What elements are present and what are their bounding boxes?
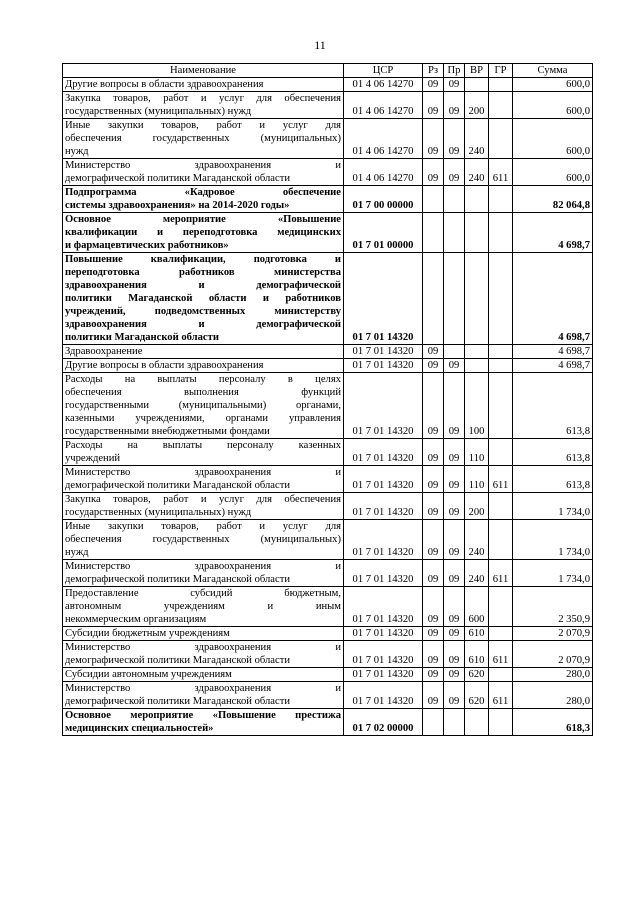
cell-vr: 240 [465, 159, 489, 186]
cell-name-line: политики Магаданской области [65, 332, 219, 343]
table-row [63, 78, 593, 92]
cell-vr: 610 [465, 641, 489, 668]
cell-name [63, 627, 344, 641]
cell-name-line: системы здравоохранения» на 2014-2020 годы» [65, 200, 290, 211]
cell-name-line: Основное мероприятие «Повышение престижа [65, 710, 341, 721]
cell-csr: 01 7 01 00000 [344, 213, 423, 253]
cell-csr: 01 7 01 14320 [344, 520, 423, 560]
table-row [63, 439, 593, 466]
cell-sum: 1 734,0 [513, 560, 593, 587]
cell-csr: 01 7 01 14320 [344, 560, 423, 587]
cell-name-line: Иные закупки товаров, работ и услуг для [65, 120, 341, 131]
cell-rz: 09 [423, 78, 444, 92]
cell-name-line: Министерство здравоохранения и [65, 642, 341, 653]
table-row [63, 359, 593, 373]
cell-vr: 110 [465, 466, 489, 493]
cell-name-line: Министерство здравоохранения и [65, 683, 341, 694]
table-header-row [63, 64, 593, 78]
cell-name-line: Иные закупки товаров, работ и услуг для [65, 521, 341, 532]
table-row [63, 213, 593, 253]
cell-vr [465, 78, 489, 92]
cell-name [63, 186, 344, 213]
table-row [63, 345, 593, 359]
cell-gr [489, 92, 513, 119]
table-row [63, 119, 593, 159]
cell-name [63, 78, 344, 92]
cell-sum: 4 698,7 [513, 359, 593, 373]
cell-pr: 09 [444, 119, 465, 159]
table-row [63, 253, 593, 345]
table-row [63, 493, 593, 520]
cell-csr: 01 4 06 14270 [344, 119, 423, 159]
cell-gr [489, 119, 513, 159]
cell-name-line: демографической политики Магаданской области [65, 173, 291, 184]
cell-name [63, 493, 344, 520]
cell-name-line: государственными (муниципальными) органами, [65, 400, 341, 411]
cell-sum: 1 734,0 [513, 520, 593, 560]
cell-pr [444, 186, 465, 213]
cell-csr: 01 4 06 14270 [344, 159, 423, 186]
table-row [63, 186, 593, 213]
cell-rz: 09 [423, 668, 444, 682]
cell-vr [465, 709, 489, 736]
cell-name-line: Здравоохранение [65, 346, 143, 357]
cell-name-line: нужд [65, 547, 89, 558]
cell-name-line: Предоставление субсидий бюджетным, [65, 588, 341, 599]
cell-name-line: здравоохранения и демографической [65, 319, 341, 330]
cell-name [63, 709, 344, 736]
cell-csr: 01 7 01 14320 [344, 627, 423, 641]
cell-rz: 09 [423, 641, 444, 668]
cell-gr: 611 [489, 560, 513, 587]
cell-name [63, 520, 344, 560]
cell-name [63, 641, 344, 668]
cell-name [63, 253, 344, 345]
cell-sum: 280,0 [513, 682, 593, 709]
cell-name-line: Субсидии бюджетным учреждениям [65, 628, 230, 639]
cell-rz: 09 [423, 92, 444, 119]
cell-name-line: политики Магаданской области и работников [65, 293, 341, 304]
cell-vr: 200 [465, 92, 489, 119]
cell-rz: 09 [423, 439, 444, 466]
cell-sum: 4 698,7 [513, 213, 593, 253]
cell-pr [444, 345, 465, 359]
cell-name [63, 439, 344, 466]
cell-gr: 611 [489, 641, 513, 668]
cell-rz: 09 [423, 587, 444, 627]
cell-vr: 610 [465, 627, 489, 641]
cell-name-line: Другие вопросы в области здравоохранения [65, 79, 264, 90]
cell-vr: 200 [465, 493, 489, 520]
cell-rz: 09 [423, 560, 444, 587]
cell-gr [489, 587, 513, 627]
cell-name-line: Закупка товаров, работ и услуг для обеспечения [65, 93, 341, 104]
cell-pr: 09 [444, 92, 465, 119]
cell-gr [489, 627, 513, 641]
header-rz: Рз [423, 64, 444, 78]
cell-gr [489, 668, 513, 682]
cell-vr: 620 [465, 682, 489, 709]
cell-csr: 01 4 06 14270 [344, 78, 423, 92]
cell-name-line: казенными учреждениями, органами управления [65, 413, 341, 424]
cell-name [63, 587, 344, 627]
header-pr: Пр [444, 64, 465, 78]
cell-name-line: автономным учреждениям и иным [65, 601, 341, 612]
cell-csr: 01 4 06 14270 [344, 92, 423, 119]
cell-vr [465, 253, 489, 345]
cell-csr: 01 7 01 14320 [344, 587, 423, 627]
header-gr: ГР [489, 64, 513, 78]
cell-name-line: Министерство здравоохранения и [65, 561, 341, 572]
cell-name-line: Расходы на выплаты персоналу казенных [65, 440, 341, 451]
cell-name [63, 345, 344, 359]
cell-rz: 09 [423, 493, 444, 520]
cell-name-line: обеспечения государственных (муниципальных) [65, 133, 341, 144]
table-row [63, 560, 593, 587]
cell-name [63, 682, 344, 709]
cell-name-line: Закупка товаров, работ и услуг для обеспечения [65, 494, 341, 505]
cell-rz: 09 [423, 627, 444, 641]
cell-gr [489, 253, 513, 345]
cell-csr: 01 7 01 14320 [344, 359, 423, 373]
cell-sum: 2 070,9 [513, 627, 593, 641]
cell-pr [444, 709, 465, 736]
cell-vr: 600 [465, 587, 489, 627]
cell-gr [489, 78, 513, 92]
cell-name [63, 466, 344, 493]
table-row [63, 587, 593, 627]
cell-pr: 09 [444, 668, 465, 682]
cell-name-line: демографической политики Магаданской области [65, 696, 291, 707]
table-row [63, 641, 593, 668]
cell-gr [489, 345, 513, 359]
cell-sum: 2 070,9 [513, 641, 593, 668]
cell-name-line: государственных (муниципальных) нужд [65, 507, 252, 518]
cell-pr: 09 [444, 627, 465, 641]
cell-rz [423, 709, 444, 736]
cell-sum: 613,8 [513, 439, 593, 466]
cell-name-line: Министерство здравоохранения и [65, 160, 341, 171]
cell-rz: 09 [423, 373, 444, 439]
cell-csr: 01 7 02 00000 [344, 709, 423, 736]
cell-csr: 01 7 01 14320 [344, 439, 423, 466]
cell-sum: 4 698,7 [513, 345, 593, 359]
cell-sum: 82 064,8 [513, 186, 593, 213]
cell-csr: 01 7 01 14320 [344, 641, 423, 668]
cell-rz: 09 [423, 520, 444, 560]
table-row [63, 520, 593, 560]
cell-pr: 09 [444, 373, 465, 439]
cell-gr [489, 359, 513, 373]
cell-vr: 110 [465, 439, 489, 466]
cell-rz [423, 186, 444, 213]
header-vr: ВР [465, 64, 489, 78]
cell-vr: 240 [465, 560, 489, 587]
cell-name-line: государственных (муниципальных) нужд [65, 106, 252, 117]
cell-pr: 09 [444, 359, 465, 373]
cell-csr: 01 7 01 14320 [344, 373, 423, 439]
cell-vr: 240 [465, 520, 489, 560]
cell-name-line: Основное мероприятие «Повышение [65, 214, 341, 225]
cell-sum: 600,0 [513, 92, 593, 119]
cell-gr: 611 [489, 466, 513, 493]
cell-gr [489, 520, 513, 560]
table-row [63, 709, 593, 736]
budget-table [62, 63, 593, 736]
table-row [63, 668, 593, 682]
header-sum: Сумма [513, 64, 593, 78]
cell-rz [423, 213, 444, 253]
cell-gr [489, 439, 513, 466]
cell-pr: 09 [444, 159, 465, 186]
cell-name-line: некоммерческим организациям [65, 614, 207, 625]
cell-sum: 613,8 [513, 466, 593, 493]
cell-name [63, 159, 344, 186]
cell-csr: 01 7 00 00000 [344, 186, 423, 213]
table-row [63, 159, 593, 186]
cell-name-line: Министерство здравоохранения и [65, 467, 341, 478]
cell-name-line: Подпрограмма «Кадровое обеспечение [65, 187, 341, 198]
header-name: Наименование [63, 64, 344, 78]
cell-gr [489, 373, 513, 439]
cell-sum: 2 350,9 [513, 587, 593, 627]
cell-vr [465, 345, 489, 359]
table-row [63, 466, 593, 493]
cell-rz: 09 [423, 359, 444, 373]
cell-name-line: демографической политики Магаданской области [65, 655, 291, 666]
cell-name-line: квалификации и переподготовка медицинских [65, 227, 341, 238]
cell-name-line: демографической политики Магаданской области [65, 574, 291, 585]
cell-name [63, 359, 344, 373]
cell-pr [444, 253, 465, 345]
cell-name-line: Другие вопросы в области здравоохранения [65, 360, 264, 371]
cell-vr [465, 359, 489, 373]
cell-name-line: демографической политики Магаданской области [65, 480, 291, 491]
table-body [63, 78, 593, 736]
cell-csr: 01 7 01 14320 [344, 493, 423, 520]
cell-rz: 09 [423, 466, 444, 493]
cell-name [63, 373, 344, 439]
cell-pr: 09 [444, 439, 465, 466]
cell-pr [444, 213, 465, 253]
cell-name-line: и фармацевтических работников» [65, 240, 229, 251]
cell-pr: 09 [444, 466, 465, 493]
cell-rz: 09 [423, 345, 444, 359]
cell-pr: 09 [444, 560, 465, 587]
table-row [63, 373, 593, 439]
cell-gr [489, 493, 513, 520]
table-row [63, 682, 593, 709]
cell-gr [489, 213, 513, 253]
cell-rz: 09 [423, 119, 444, 159]
cell-csr: 01 7 01 14320 [344, 668, 423, 682]
cell-name [63, 560, 344, 587]
cell-vr [465, 213, 489, 253]
cell-gr [489, 186, 513, 213]
cell-pr: 09 [444, 493, 465, 520]
cell-pr: 09 [444, 682, 465, 709]
cell-pr: 09 [444, 587, 465, 627]
cell-sum: 618,3 [513, 709, 593, 736]
cell-name-line: учреждений [65, 453, 121, 464]
page-number: 11 [314, 38, 326, 52]
cell-name-line: здравоохранения и демографической [65, 280, 341, 291]
cell-sum: 4 698,7 [513, 253, 593, 345]
header-csr: ЦСР [344, 64, 423, 78]
cell-pr: 09 [444, 78, 465, 92]
table-row [63, 92, 593, 119]
cell-sum: 600,0 [513, 78, 593, 92]
cell-sum: 600,0 [513, 159, 593, 186]
cell-csr: 01 7 01 14320 [344, 466, 423, 493]
cell-pr: 09 [444, 520, 465, 560]
cell-name-line: обеспечения выполнения функций [65, 387, 341, 398]
cell-csr: 01 7 01 14320 [344, 253, 423, 345]
cell-sum: 1 734,0 [513, 493, 593, 520]
cell-sum: 280,0 [513, 668, 593, 682]
cell-csr: 01 7 01 14320 [344, 682, 423, 709]
cell-name-line: Субсидии автономным учреждениям [65, 669, 232, 680]
cell-gr: 611 [489, 159, 513, 186]
cell-rz: 09 [423, 682, 444, 709]
cell-sum: 600,0 [513, 119, 593, 159]
cell-gr [489, 709, 513, 736]
cell-sum: 613,8 [513, 373, 593, 439]
cell-name-line: Расходы на выплаты персоналу в целях [65, 374, 341, 385]
cell-name-line: нужд [65, 146, 89, 157]
cell-rz: 09 [423, 159, 444, 186]
cell-csr: 01 7 01 14320 [344, 345, 423, 359]
cell-rz [423, 253, 444, 345]
cell-name-line: учреждений, подведомственных министерству [65, 306, 341, 317]
cell-vr: 620 [465, 668, 489, 682]
cell-name-line: государственными внебюджетными фондами [65, 426, 270, 437]
cell-name-line: переподготовка работников министерства [65, 267, 341, 278]
cell-vr [465, 186, 489, 213]
cell-name [63, 213, 344, 253]
cell-name [63, 668, 344, 682]
cell-name-line: медицинских специальностей» [65, 723, 214, 734]
cell-gr: 611 [489, 682, 513, 709]
cell-name-line: Повышение квалификации, подготовка и [65, 254, 341, 265]
cell-vr: 240 [465, 119, 489, 159]
table-row [63, 627, 593, 641]
cell-pr: 09 [444, 641, 465, 668]
cell-vr: 100 [465, 373, 489, 439]
cell-name [63, 119, 344, 159]
cell-name [63, 92, 344, 119]
cell-name-line: обеспечения государственных (муниципальных) [65, 534, 341, 545]
